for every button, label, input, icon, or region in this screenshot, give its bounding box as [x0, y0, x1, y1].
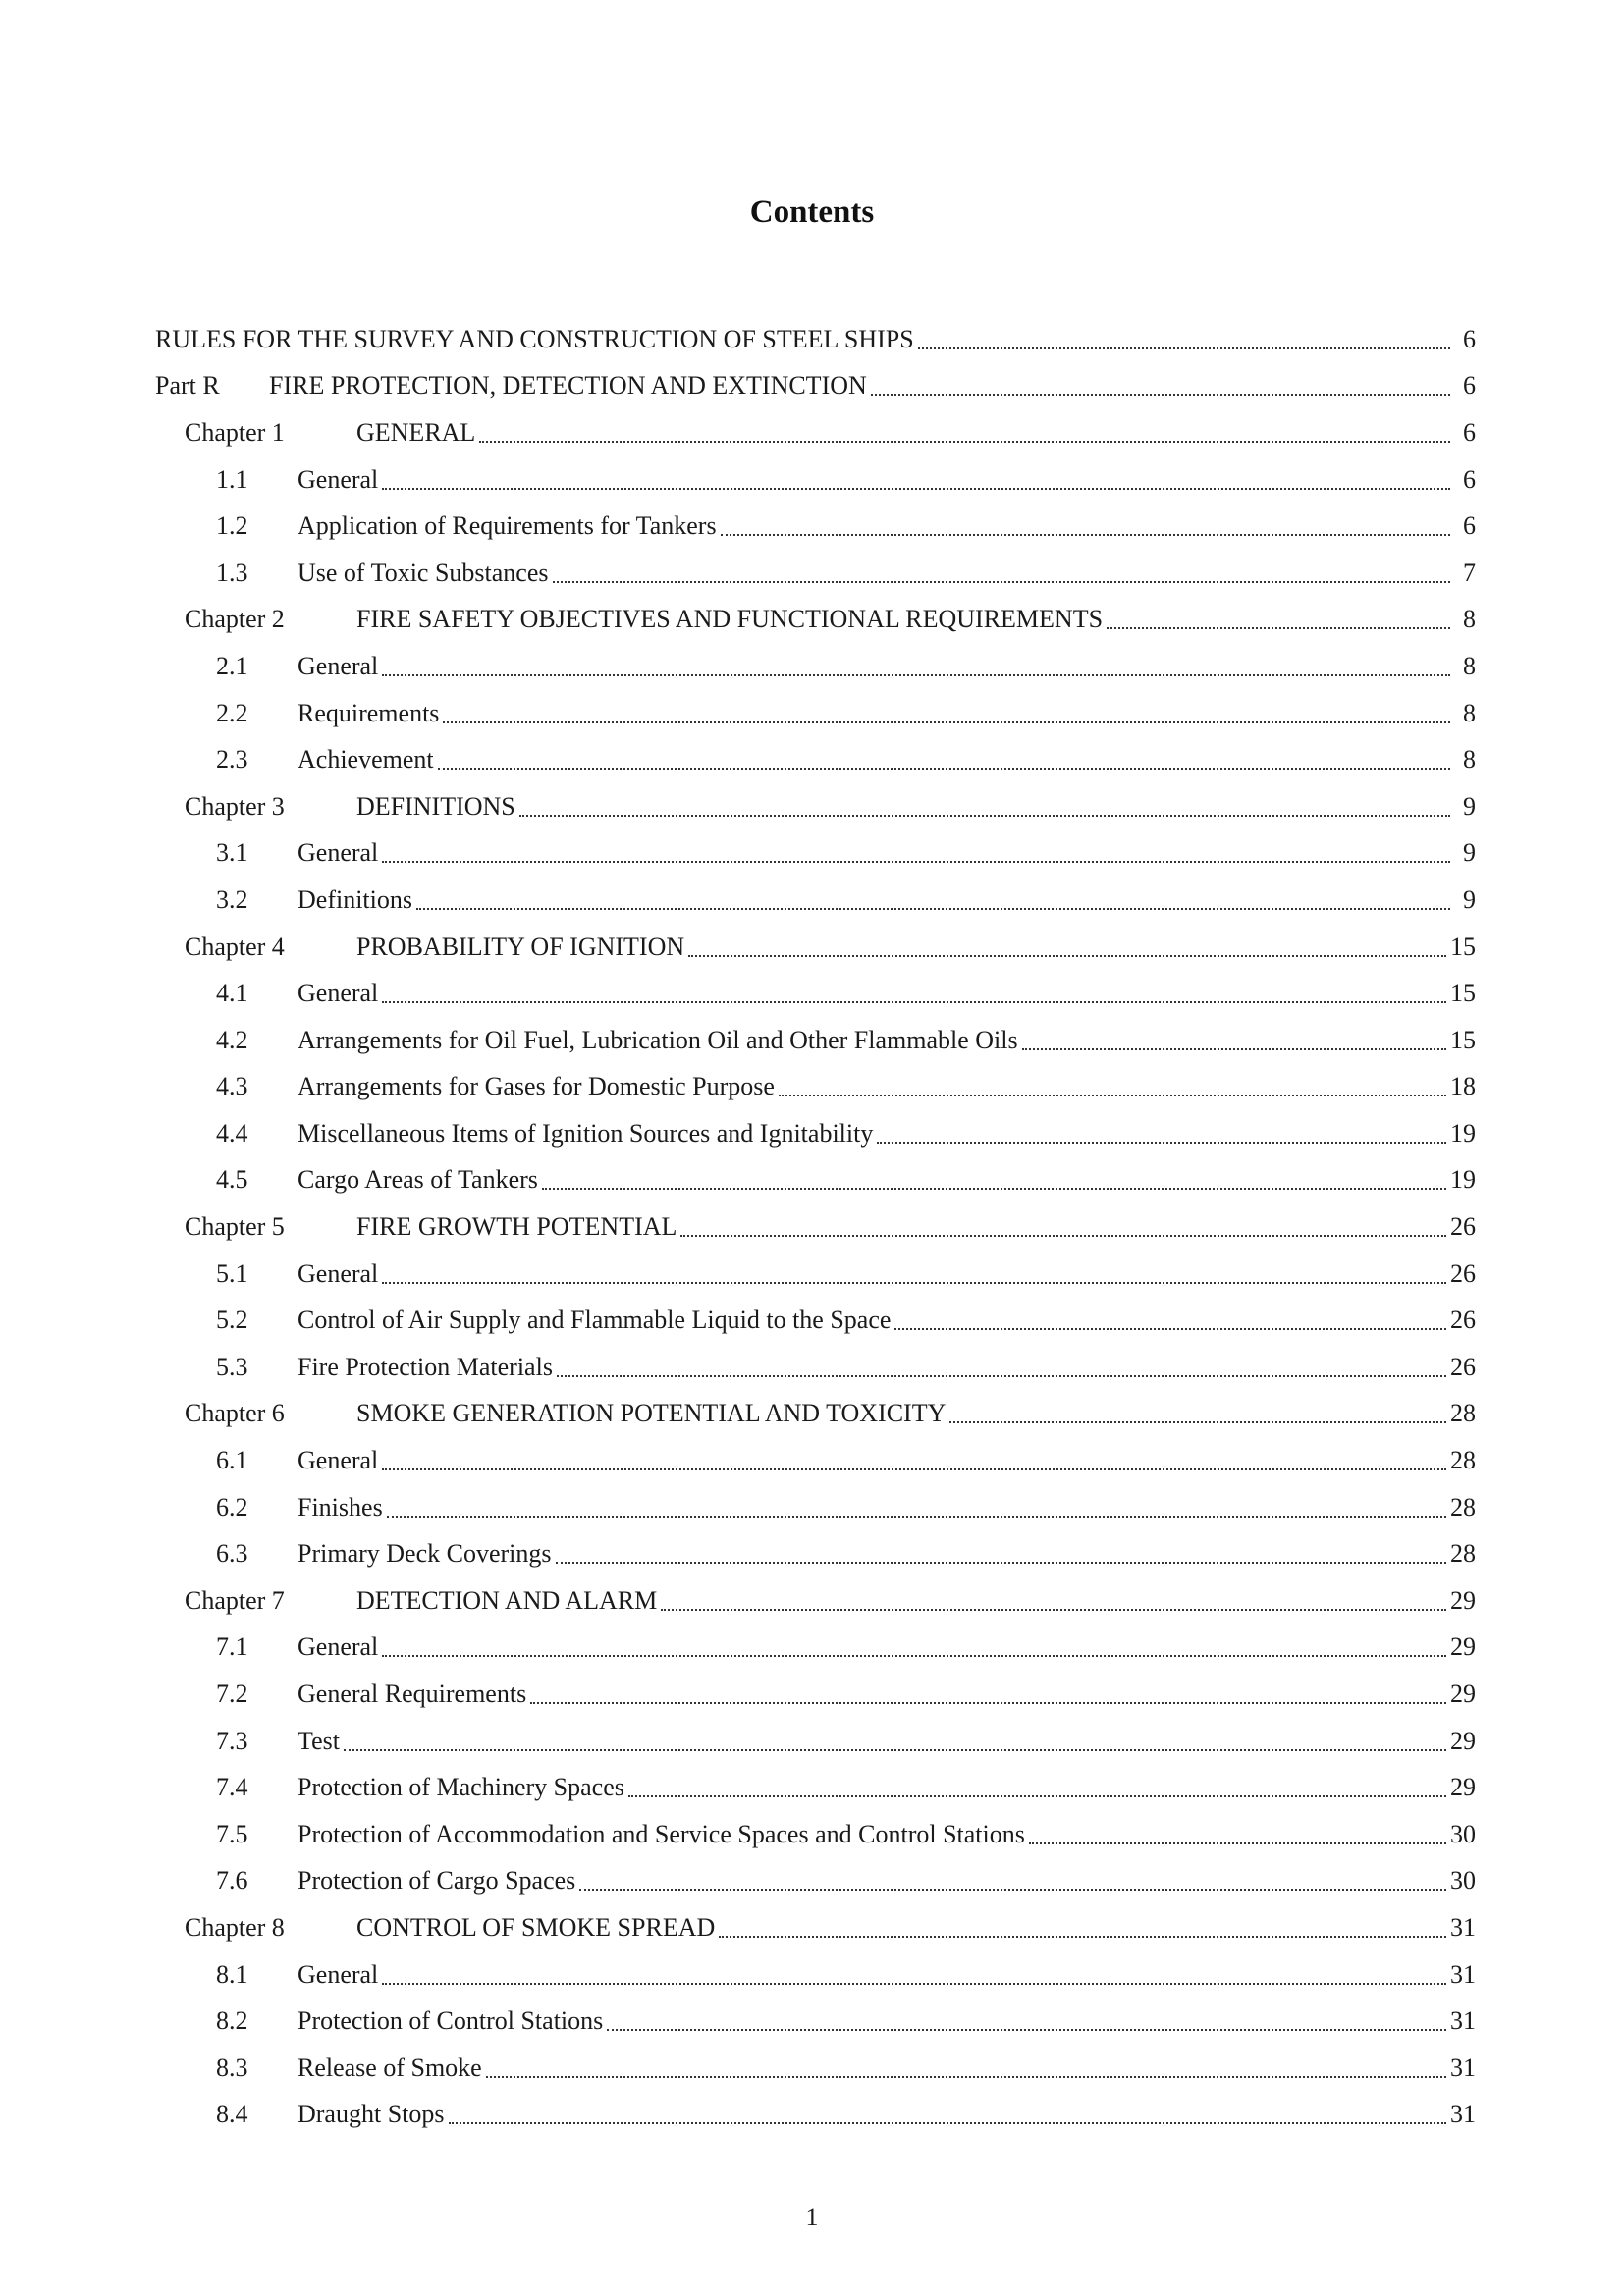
toc-entry-section[interactable] [155, 1811, 1476, 1858]
dot-leader [721, 508, 1450, 536]
toc-entry-number: 3.2 [216, 884, 248, 914]
toc-entry-page: 29 [1450, 1585, 1476, 1615]
dot-leader [579, 1863, 1446, 1891]
toc-entry-number: 1.1 [216, 464, 248, 494]
toc-entry-label: Miscellaneous Items of Ignition Sources and Ignitability [298, 1118, 874, 1148]
toc-entry-number: Chapter 6 [185, 1399, 285, 1428]
toc-entry-section[interactable] [155, 877, 1476, 924]
toc-entry-label: Release of Smoke [298, 2053, 482, 2082]
toc-entry-page: 6 [1463, 511, 1476, 541]
toc-entry-number: Chapter 4 [185, 932, 285, 961]
dot-leader [918, 322, 1450, 349]
toc-entry-label: Protection of Machinery Spaces [298, 1773, 624, 1802]
toc-entry-number: 2.3 [216, 745, 248, 774]
toc-entry-section[interactable] [155, 643, 1476, 690]
toc-entry-label: Test [298, 1726, 340, 1755]
toc-entry-number: Chapter 7 [185, 1585, 285, 1615]
dot-leader [519, 789, 1450, 817]
toc-entry-section[interactable] [155, 830, 1476, 878]
toc-entry-page: 31 [1450, 2006, 1476, 2036]
dot-leader [1107, 602, 1450, 629]
toc-entry-chapter[interactable] [155, 1904, 1476, 1951]
dot-leader [382, 1443, 1446, 1470]
toc-entry-page: 6 [1463, 371, 1476, 400]
toc-entry-label: General [298, 838, 379, 868]
toc-entry-section[interactable] [155, 550, 1476, 597]
dot-leader [607, 2003, 1446, 2031]
toc-entry-number: 7.5 [216, 1819, 248, 1848]
toc-entry-page: 29 [1450, 1680, 1476, 1709]
toc-entry-label: General [298, 1632, 379, 1662]
toc-entry-number: 1.2 [216, 511, 248, 541]
toc-entry-label: General [298, 651, 379, 680]
toc-entry-section[interactable] [155, 1671, 1476, 1718]
toc-entry-label: DETECTION AND ALARM [356, 1585, 658, 1615]
toc-entry-section[interactable] [155, 456, 1476, 504]
toc-entry-chapter[interactable] [155, 1203, 1476, 1251]
toc-entry-page: 31 [1450, 1912, 1476, 1942]
toc-entry-label: Requirements [298, 698, 440, 727]
toc-entry-label: FIRE GROWTH POTENTIAL [356, 1212, 677, 1242]
dot-leader [344, 1724, 1446, 1751]
toc-entry-label: Control of Air Supply and Flammable Liquid to the Space [298, 1306, 892, 1335]
table-of-contents [155, 316, 1476, 2138]
toc-entry-number: Chapter 2 [185, 605, 285, 634]
dot-leader [382, 835, 1450, 863]
toc-entry-label: General [298, 1959, 379, 1989]
toc-entry-label: Draught Stops [298, 2100, 445, 2129]
dot-leader [449, 2097, 1447, 2124]
toc-entry-section[interactable] [155, 736, 1476, 783]
toc-entry-number: Part R [155, 371, 220, 400]
toc-entry-label: FIRE PROTECTION, DETECTION AND EXTINCTION [269, 371, 867, 400]
dot-leader [877, 1116, 1446, 1144]
toc-entry-page: 28 [1450, 1492, 1476, 1522]
toc-entry-number: 7.2 [216, 1680, 248, 1709]
toc-entry-label: Arrangements for Gases for Domestic Purpose [298, 1072, 775, 1101]
toc-entry-number: 5.2 [216, 1306, 248, 1335]
toc-entry-page: 7 [1463, 558, 1476, 587]
toc-entry-page: 19 [1450, 1118, 1476, 1148]
dot-leader [382, 462, 1450, 490]
toc-entry-chapter[interactable] [155, 409, 1476, 456]
dot-leader [557, 1350, 1446, 1377]
toc-entry-label: FIRE SAFETY OBJECTIVES AND FUNCTIONAL REQUIREMENTS [356, 605, 1104, 634]
dot-leader [387, 1490, 1446, 1518]
toc-entry-label: Achievement [298, 745, 434, 774]
toc-entry-page: 8 [1463, 745, 1476, 774]
toc-entry-number: 4.3 [216, 1072, 248, 1101]
toc-entry-page: 9 [1463, 791, 1476, 821]
toc-entry-page: 6 [1463, 464, 1476, 494]
toc-entry-label: General [298, 1446, 379, 1475]
dot-leader [382, 649, 1450, 676]
toc-entry-page: 28 [1450, 1399, 1476, 1428]
toc-entry-label: General [298, 1258, 379, 1288]
toc-entry-label: Protection of Control Stations [298, 2006, 604, 2036]
toc-entry-number: 8.4 [216, 2100, 248, 2129]
toc-entry-section[interactable] [155, 1297, 1476, 1344]
toc-entry-section[interactable] [155, 2045, 1476, 2092]
dot-leader [443, 696, 1450, 723]
toc-entry-page: 26 [1450, 1258, 1476, 1288]
toc-entry-number: Chapter 1 [185, 417, 285, 447]
dot-leader [871, 368, 1450, 396]
toc-entry-number: 4.1 [216, 979, 248, 1008]
toc-entry-number: 8.3 [216, 2053, 248, 2082]
toc-entry-label: Finishes [298, 1492, 383, 1522]
toc-entry-label: DEFINITIONS [356, 791, 515, 821]
toc-entry-page: 6 [1463, 324, 1476, 353]
toc-entry-number: 4.2 [216, 1025, 248, 1054]
dot-leader [719, 1910, 1446, 1938]
toc-entry-label: Protection of Cargo Spaces [298, 1866, 576, 1896]
toc-entry-number: 4.4 [216, 1118, 248, 1148]
toc-entry-label: General Requirements [298, 1680, 527, 1709]
toc-entry-label: Fire Protection Materials [298, 1352, 553, 1381]
toc-entry-page: 15 [1450, 932, 1476, 961]
toc-entry-page: 15 [1450, 979, 1476, 1008]
toc-entry-page: 31 [1450, 2053, 1476, 2082]
toc-entry-section[interactable] [155, 1110, 1476, 1157]
toc-entry-number: 7.3 [216, 1726, 248, 1755]
toc-entry-label: SMOKE GENERATION POTENTIAL AND TOXICITY [356, 1399, 947, 1428]
toc-entry-page: 8 [1463, 698, 1476, 727]
dot-leader [382, 976, 1446, 1003]
toc-entry-section[interactable] [155, 1484, 1476, 1531]
toc-entry-number: 7.6 [216, 1866, 248, 1896]
toc-entry-section[interactable] [155, 1344, 1476, 1391]
toc-entry-number: 1.3 [216, 558, 248, 587]
toc-entry-section[interactable] [155, 1625, 1476, 1672]
toc-entry-section[interactable] [155, 503, 1476, 550]
dot-leader [894, 1303, 1446, 1330]
toc-entry-section[interactable] [155, 1998, 1476, 2045]
toc-entry-page: 15 [1450, 1025, 1476, 1054]
toc-entry-page: 29 [1450, 1632, 1476, 1662]
toc-entry-number: 5.3 [216, 1352, 248, 1381]
dot-leader [556, 1536, 1446, 1564]
toc-entry-label: Arrangements for Oil Fuel, Lubrication Oil and Other Flammable Oils [298, 1025, 1018, 1054]
toc-entry-page: 31 [1450, 2100, 1476, 2129]
toc-entry-chapter[interactable] [155, 924, 1476, 971]
toc-entry-top[interactable] [155, 316, 1476, 363]
toc-entry-page: 29 [1450, 1726, 1476, 1755]
toc-entry-label: General [298, 464, 379, 494]
toc-entry-page: 26 [1450, 1212, 1476, 1242]
dot-leader [949, 1396, 1446, 1423]
toc-entry-page: 9 [1463, 838, 1476, 868]
toc-entry-number: 7.1 [216, 1632, 248, 1662]
toc-entry-section[interactable] [155, 1157, 1476, 1204]
dot-leader [1029, 1817, 1446, 1844]
toc-entry-number: 3.1 [216, 838, 248, 868]
toc-entry-section[interactable] [155, 2092, 1476, 2139]
toc-entry-section[interactable] [155, 1017, 1476, 1064]
toc-entry-number: 7.4 [216, 1773, 248, 1802]
toc-entry-page: 9 [1463, 884, 1476, 914]
dot-leader [1022, 1023, 1446, 1050]
toc-entry-number: 8.2 [216, 2006, 248, 2036]
toc-entry-section[interactable] [155, 1251, 1476, 1298]
toc-entry-number: 6.3 [216, 1539, 248, 1569]
dot-leader [486, 2051, 1446, 2078]
toc-entry-label: Application of Requirements for Tankers [298, 511, 717, 541]
toc-entry-part[interactable] [155, 363, 1476, 410]
toc-entry-page: 18 [1450, 1072, 1476, 1101]
toc-entry-page: 26 [1450, 1306, 1476, 1335]
dot-leader [542, 1162, 1446, 1190]
toc-entry-label: Definitions [298, 884, 412, 914]
toc-entry-label: Cargo Areas of Tankers [298, 1165, 538, 1195]
toc-entry-page: 19 [1450, 1165, 1476, 1195]
toc-entry-page: 6 [1463, 417, 1476, 447]
toc-entry-label: Primary Deck Coverings [298, 1539, 552, 1569]
toc-entry-page: 28 [1450, 1539, 1476, 1569]
toc-entry-page: 28 [1450, 1446, 1476, 1475]
toc-entry-label: Protection of Accommodation and Service Spaces and Control Stations [298, 1819, 1025, 1848]
toc-entry-page: 26 [1450, 1352, 1476, 1381]
dot-leader [479, 415, 1450, 443]
toc-entry-section[interactable] [155, 1951, 1476, 1999]
toc-entry-label: General [298, 979, 379, 1008]
toc-entry-chapter[interactable] [155, 597, 1476, 644]
dot-leader [553, 556, 1451, 583]
toc-entry-number: Chapter 5 [185, 1212, 285, 1242]
toc-entry-section[interactable] [155, 690, 1476, 737]
dot-leader [382, 1957, 1446, 1985]
toc-entry-chapter[interactable] [155, 1391, 1476, 1438]
toc-entry-label: CONTROL OF SMOKE SPREAD [356, 1912, 716, 1942]
toc-entry-section[interactable] [155, 1718, 1476, 1765]
toc-entry-page: 30 [1450, 1866, 1476, 1896]
toc-entry-chapter[interactable] [155, 1577, 1476, 1625]
toc-entry-number: 2.2 [216, 698, 248, 727]
dot-leader [382, 1256, 1446, 1284]
dot-leader [680, 1209, 1446, 1237]
page-title: Contents [749, 194, 875, 230]
toc-entry-number: Chapter 3 [185, 791, 285, 821]
toc-entry-number: 4.5 [216, 1165, 248, 1195]
toc-entry-section[interactable] [155, 970, 1476, 1017]
dot-leader [530, 1677, 1446, 1704]
toc-entry-label: GENERAL [356, 417, 476, 447]
toc-entry-label: RULES FOR THE SURVEY AND CONSTRUCTION OF STEEL SHIPS [155, 324, 914, 353]
toc-entry-number: 8.1 [216, 1959, 248, 1989]
dot-leader [661, 1583, 1446, 1611]
toc-entry-section[interactable] [155, 1064, 1476, 1111]
toc-entry-section[interactable] [155, 1858, 1476, 1905]
toc-entry-number: 6.2 [216, 1492, 248, 1522]
toc-entry-page: 8 [1463, 651, 1476, 680]
toc-entry-page: 30 [1450, 1819, 1476, 1848]
toc-entry-page: 8 [1463, 605, 1476, 634]
toc-entry-section[interactable] [155, 1437, 1476, 1484]
toc-entry-number: 5.1 [216, 1258, 248, 1288]
page-number: 1 [805, 2203, 819, 2231]
dot-leader [416, 882, 1450, 910]
dot-leader [438, 742, 1450, 770]
dot-leader [779, 1069, 1446, 1096]
toc-entry-label: PROBABILITY OF IGNITION [356, 932, 685, 961]
toc-entry-label: Use of Toxic Substances [298, 558, 549, 587]
toc-entry-page: 31 [1450, 1959, 1476, 1989]
toc-entry-section[interactable] [155, 1764, 1476, 1811]
toc-entry-page: 29 [1450, 1773, 1476, 1802]
toc-entry-number: Chapter 8 [185, 1912, 285, 1942]
dot-leader [382, 1629, 1446, 1657]
toc-entry-number: 2.1 [216, 651, 248, 680]
toc-entry-number: 6.1 [216, 1446, 248, 1475]
toc-entry-section[interactable] [155, 1530, 1476, 1577]
dot-leader [628, 1770, 1446, 1797]
dot-leader [688, 930, 1446, 957]
toc-entry-chapter[interactable] [155, 783, 1476, 830]
